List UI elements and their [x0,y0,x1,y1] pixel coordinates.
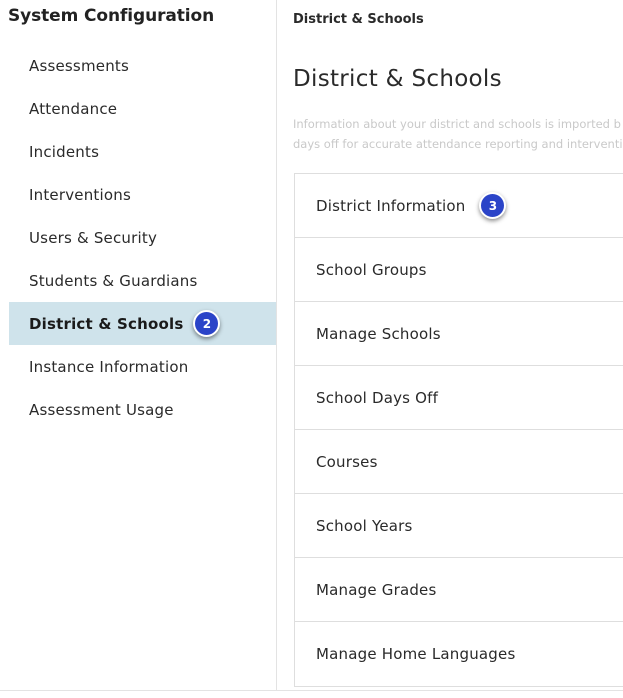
sidebar-item-label: Incidents [29,142,100,161]
card-manage-home-languages[interactable] [295,622,623,687]
sidebar-item-interventions[interactable] [9,173,276,216]
page-description [293,114,623,154]
sidebar-item-users-security[interactable] [9,216,276,259]
step-badge: 3 [479,192,506,219]
sidebar-item-incidents[interactable] [9,130,276,173]
sidebar-nav [9,44,276,431]
sidebar-item-label: Students & Guardians [29,271,198,290]
card-school-days-off[interactable] [295,366,623,430]
sidebar-item-label: Assessment Usage [29,400,174,419]
bottom-divider [0,690,623,691]
sidebar-item-label: Assessments [29,56,129,75]
card-label: School Days Off [316,388,439,407]
sidebar-item-label: Interventions [29,185,131,204]
card-label: School Years [316,516,413,535]
card-courses[interactable] [295,430,623,494]
card-label: Courses [316,452,378,471]
sidebar-item-label: Users & Security [29,228,158,247]
sidebar-item-instance-information[interactable] [9,345,276,388]
description-line: Information about your district and schools is imported b [293,117,621,131]
card-district-information[interactable] [295,174,623,238]
sidebar-item-label: Instance Information [29,357,189,376]
card-manage-grades[interactable] [295,558,623,622]
sidebar-item-students-guardians[interactable] [9,259,276,302]
sidebar [0,0,277,690]
step-badge: 2 [193,310,220,337]
card-label: Manage Schools [316,324,441,343]
card-school-groups[interactable] [295,238,623,302]
sidebar-item-label: Attendance [29,99,118,118]
description-line: days off for accurate attendance reporting and interventi [293,137,623,151]
card-label: School Groups [316,260,427,279]
sidebar-item-assessments[interactable] [9,44,276,87]
page-title: District & Schools [293,66,502,92]
sidebar-item-assessment-usage[interactable] [9,388,276,431]
sidebar-item-district-schools[interactable] [9,302,276,345]
card-school-years[interactable] [295,494,623,558]
card-manage-schools[interactable] [295,302,623,366]
sidebar-item-label: District & Schools [29,314,184,333]
settings-card-list [294,173,623,687]
sidebar-title: System Configuration [8,6,215,26]
card-label: Manage Grades [316,580,437,599]
sidebar-item-attendance[interactable] [9,87,276,130]
card-label: District Information [316,196,466,215]
breadcrumb: District & Schools [293,12,424,27]
main-content [278,0,623,698]
card-label: Manage Home Languages [316,645,516,663]
